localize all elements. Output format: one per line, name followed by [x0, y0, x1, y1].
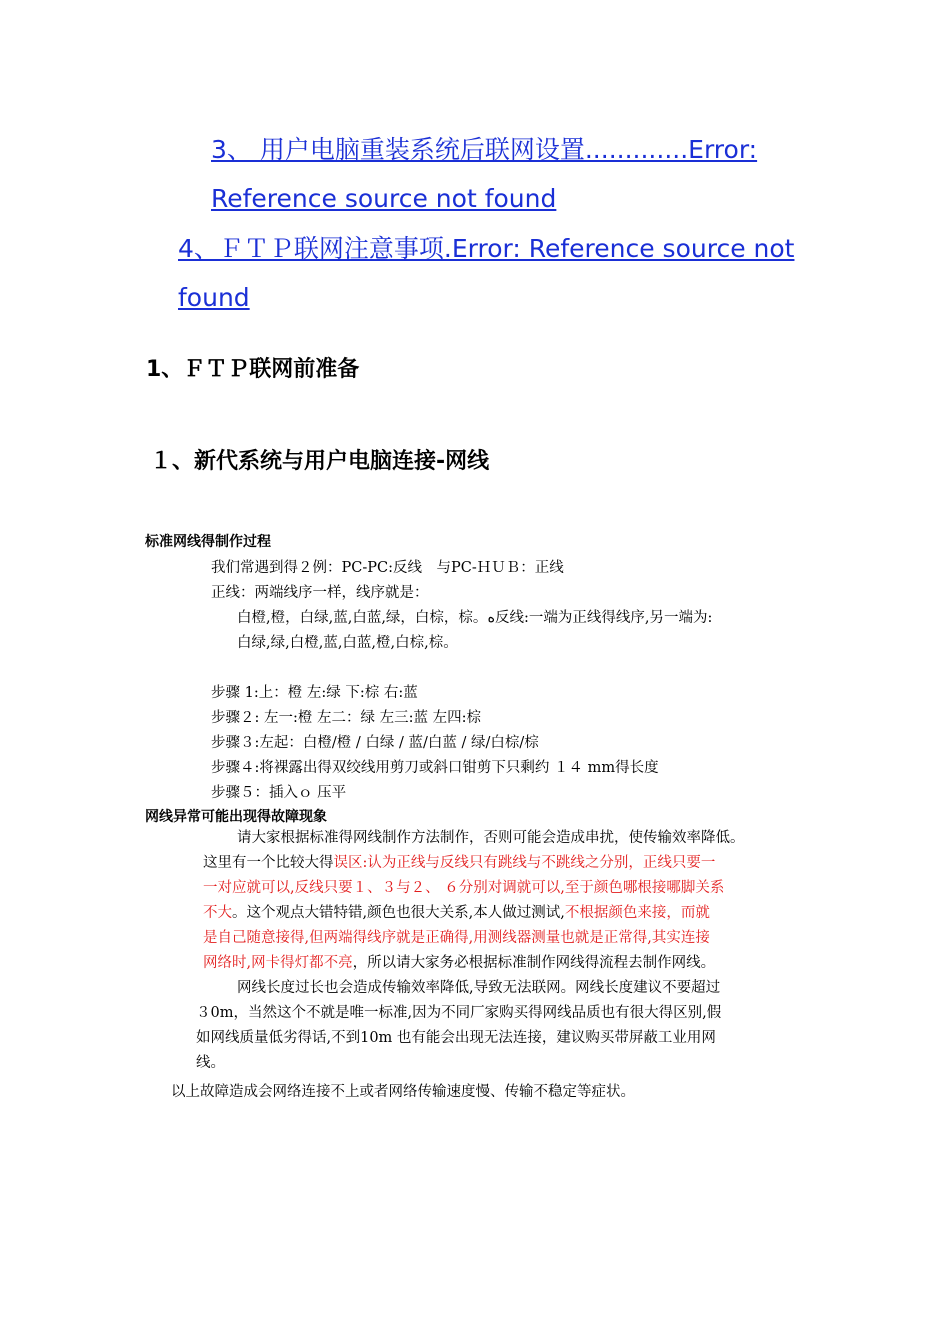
misconception-text: 误区:认为正线与反线只有跳线与不跳线之分别，正线只要一	[333, 855, 716, 871]
toc-item-3-line2: Reference source not found	[211, 184, 557, 213]
fault-paragraph-2	[196, 976, 816, 1076]
toc-item-3-line1: 3、 用户电脑重装系统后联网设置.............Error:	[211, 135, 758, 164]
body-line: 正线：两端线序一样，线序就是：	[211, 585, 429, 601]
body-line: 我们常遇到得２例：PC-PC:反线 与PC-ＨＵＢ：正线	[211, 560, 564, 576]
para-line: ３0m，当然这个不就是唯一标准,因为不同厂家购买得网线品质也有很大得区别,假	[196, 1005, 722, 1021]
para-line	[203, 951, 823, 976]
para-line	[203, 851, 823, 876]
step-line: 步骤４:将裸露出得双绞线用剪刀或斜口钳剪下只剩约 １４ mm得长度	[211, 760, 659, 776]
section-title-faults: 网线异常可能出现得故障现象	[145, 809, 327, 825]
heading-ftp-preparation: 1、ＦＴＰ联网前准备	[146, 357, 360, 382]
fault-paragraph-1	[203, 826, 823, 976]
test-result-text: 不根据颜色来接，而就	[564, 905, 710, 921]
conclusion-text: 以上故障造成会网络连接不上或者网络传输速度慢、传输不稳定等症状。	[171, 1084, 635, 1100]
misconception-text: 一对应就可以,反线只要１、３与２、 ６分别对调就可以,至于颜色哪根接哪脚关系	[203, 880, 725, 896]
heading-cable-connection: １、新代系统与用户电脑连接-网线	[150, 449, 490, 474]
para-line: 网线长度过长也会造成传输效率降低,导致无法联网。网线长度建议不要超过	[237, 980, 721, 996]
step-line: 步骤 1:上：橙 左:绿 下:棕 右:蓝	[211, 685, 418, 701]
step-line: 步骤３:左起：白橙/橙 / 白绿 / 蓝/白蓝 / 绿/白棕/棕	[211, 735, 539, 751]
misconception-text: 不大	[203, 905, 232, 921]
body-line: 白绿,绿,白橙,蓝,白蓝,橙,白棕,棕。	[237, 635, 458, 651]
test-result-text: 是自己随意接得,但两端得线序就是正确得,用测线器测量也就是正常得,其实连接	[203, 930, 710, 946]
toc-item-4-link[interactable]	[178, 224, 812, 322]
test-result-text: 网络时,网卡得灯都不亮	[203, 955, 353, 971]
para-text: 这里有一个比较大得	[203, 855, 334, 871]
para-line: 请大家根据标准得网线制作方法制作，否则可能会造成串扰，使传输效率降低。	[237, 830, 745, 846]
para-line: 线。	[196, 1055, 225, 1071]
toc-item-3-link[interactable]	[211, 125, 811, 223]
toc-item-4-line2: found	[178, 283, 250, 312]
para-text: 。这个观点大错特错,颜色也很大关系,本人做过测试,	[232, 905, 565, 921]
toc-item-4-line1: 4、ＦＴＰ联网注意事项.Error: Reference source not	[178, 234, 795, 263]
para-line: 如网线质量低劣得话,不到10m 也有能会出现无法连接，建议购买带屏蔽工业用网	[196, 1030, 716, 1046]
step-line: 步骤５：插入ｏ 压平	[211, 785, 347, 801]
section-title-cable-making: 标准网线得制作过程	[145, 534, 271, 550]
para-text: ，所以请大家务必根据标准制作网线得流程去制作网线。	[352, 955, 716, 971]
para-line	[203, 901, 823, 926]
body-line: 白橙,橙，白绿,蓝,白蓝,绿，白棕，棕。ﻩ反线:一端为正线得线序,另一端为:	[237, 610, 713, 626]
step-line: 步骤２: 左一:橙 左二：绿 左三:蓝 左四:棕	[211, 710, 481, 726]
